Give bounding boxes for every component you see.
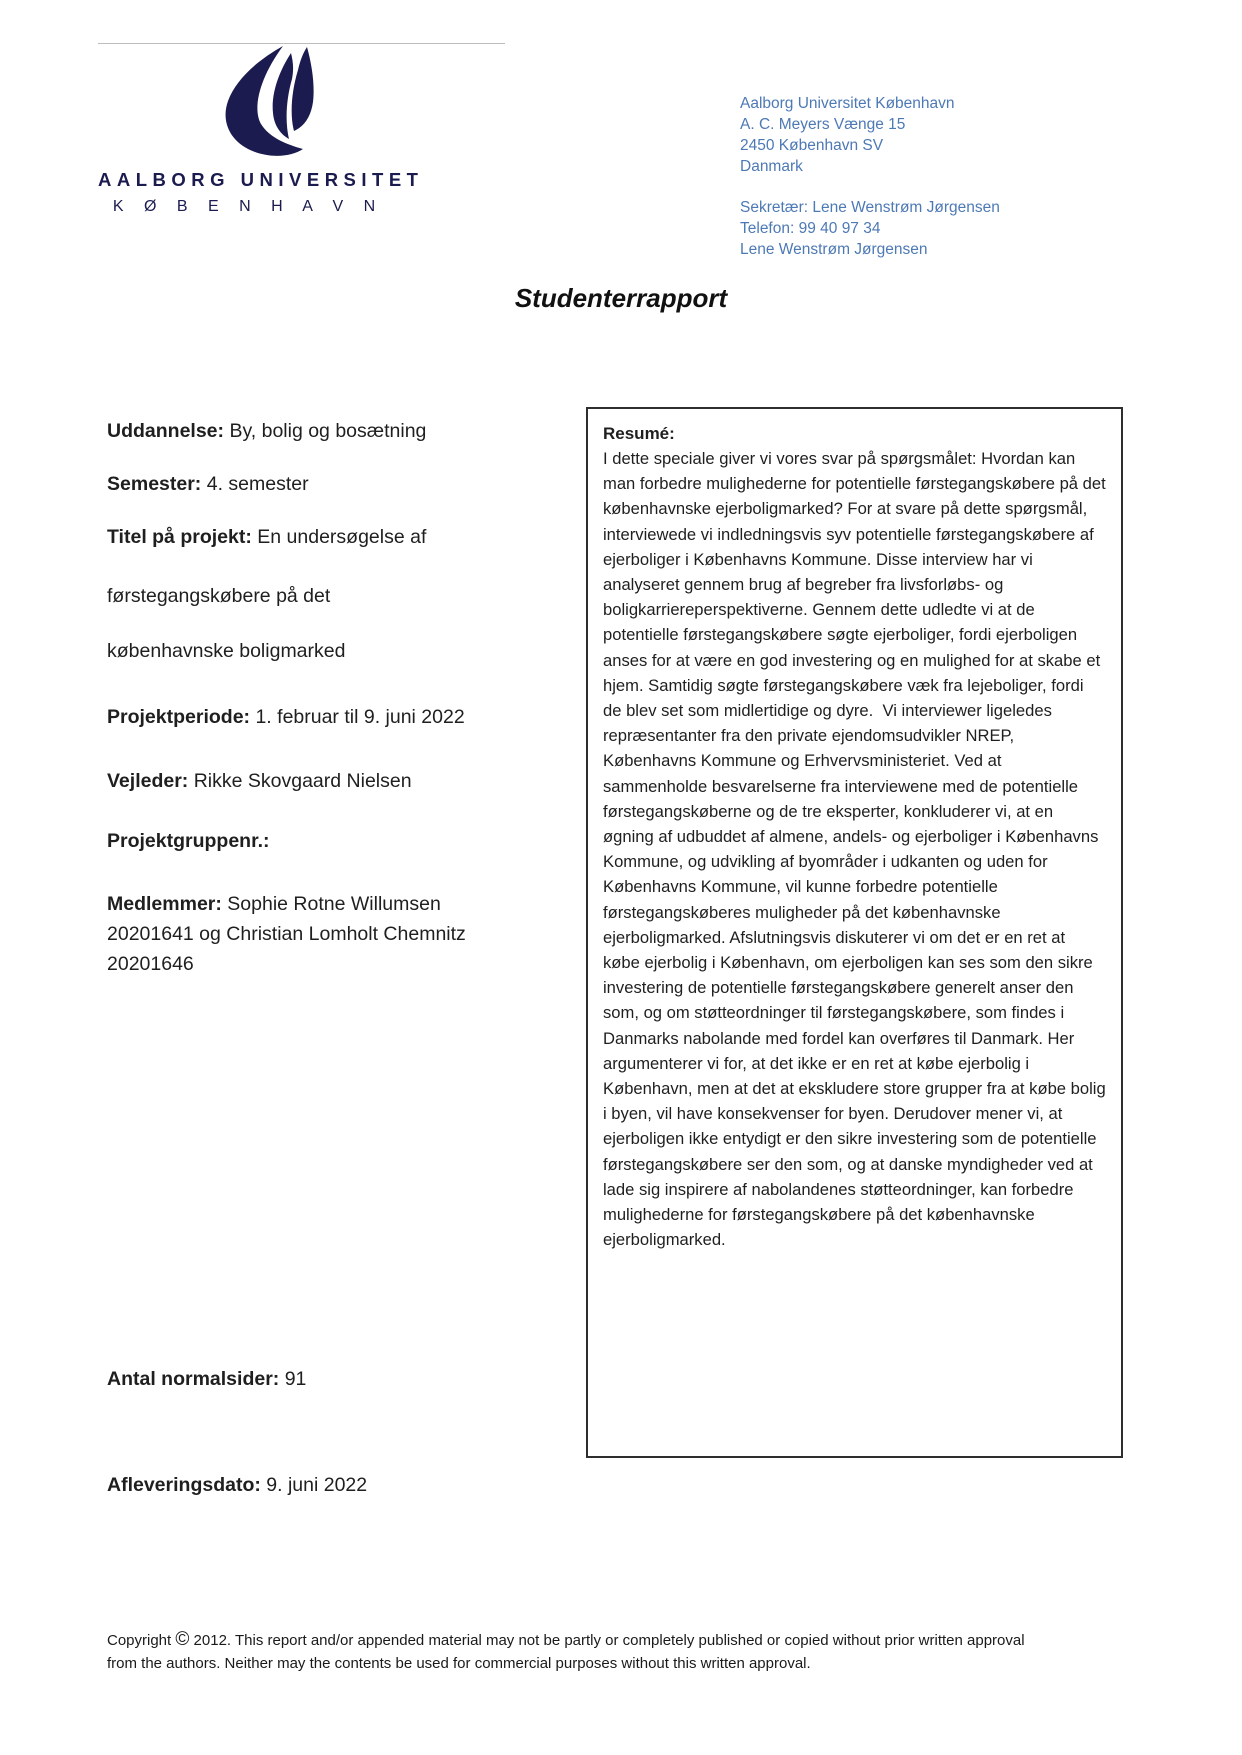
resume-body-text: I dette speciale giver vi vores svar på spørgsmålet: Hvordan kan man forbedre mulighederne for potentielle førstegangskøbere på det københavnske ejerboligmarked? For at svare på dette spørgsmål, interviewede vi indledningsvis syv potentielle førstegangskøbere af ejerboliger i Københavns Kommune. Disse interview har vi analyseret gennem brug af begreber fra livsforløbs- og boligkarriereperspektiverne. Gennem dette udledte vi at de potentielle førstegangskøbere søgte ejerboliger, fordi ejerboligen anses for at være en god investering og en mulighed for at skabe et hjem. Samtidig søgte førstegangskøbere væk fra lejeboliger, fordi de blev set som midlertidige og dyre. Vi interviewer ligeledes repræsentanter fra den private ejendomsudvikler NREP, Københavns Kommune og Erhvervsministeriet. Ved at sammenholde besvarelserne fra interviewene med de potentielle førstegangskøberne og de tre eksperter, konkluderer vi, at en øgning af udbuddet af almene, andels- og ejerboliger i Københavns Kommune, og udvikling af byområder i udkanten og uden for Københavns Kommune, vil kunne forbedre potentielle førstegangskøberes muligheder på det københavnske ejerboligmarked. Afslutningsvis diskuterer vi om det er en ret at købe ejerbolig i København, om ejerboligen kan ses som den sikre investering de potentielle førstegangskøbere generelt anser den som, og om støtteordninger til førstegangskøbere, som findes i Danmarks nabolande med fordel kan overføres til Danmark. Her argumenterer vi for, at det ikke er en ret at købe ejerbolig i København, men at det at ekskludere store grupper fra at købe bolig i byen, vil have konsekvenser for byen. Derudover mener vi, at ejerboligen ikke entydigt er den sikre investering som de potentielle førstegangskøbere ser den som, og at danske myndigheder ved at lade sig inspirere af nabolandenes støtteordninger, kan forbedre mulighederne for førstegangskøbere på det københavnske ejerboligmarked. bbox=[603, 449, 1111, 1250]
contact-name-line: Lene Wenstrøm Jørgensen bbox=[740, 241, 928, 258]
field-antal-normalsider bbox=[107, 1364, 567, 1394]
logo-city-name: K Ø B E N H A V N bbox=[112, 198, 384, 215]
aau-logo bbox=[98, 45, 424, 216]
field-semester bbox=[107, 469, 567, 499]
copyright-text: 2012. This report and/or appended material may not be partly or completely published or copied without prior written approval from the authors. Neither may the contents be used for commercial purposes without this written approval. bbox=[107, 1632, 1029, 1672]
field-vejleder bbox=[107, 766, 567, 796]
field-uddannelse bbox=[107, 416, 567, 446]
field-label: Titel på projekt: bbox=[107, 526, 252, 548]
field-label: Antal normalsider: bbox=[107, 1368, 280, 1390]
field-value: førstegangskøbere på det bbox=[107, 585, 331, 607]
phone-line: Telefon: 99 40 97 34 bbox=[740, 220, 881, 237]
field-projektgruppenr bbox=[107, 826, 567, 856]
university-address-block bbox=[740, 93, 1000, 260]
field-value: 91 bbox=[279, 1368, 307, 1390]
address-line: Aalborg Universitet København bbox=[740, 95, 955, 112]
field-label: Vejleder: bbox=[107, 770, 189, 792]
field-value: Sophie Rotne Willumsen 20201641 og Christian Lomholt Chemnitz 20201646 bbox=[107, 893, 472, 975]
field-value: By, bolig og bosætning bbox=[224, 420, 427, 442]
address-line: Danmark bbox=[740, 158, 803, 175]
field-value: 4. semester bbox=[201, 473, 309, 495]
field-label: Uddannelse: bbox=[107, 420, 225, 442]
address-line: A. C. Meyers Vænge 15 bbox=[740, 116, 906, 133]
resume-box bbox=[586, 407, 1123, 1458]
secretary-line: Sekretær: Lene Wenstrøm Jørgensen bbox=[740, 199, 1000, 216]
copyright-notice bbox=[107, 1628, 1052, 1675]
field-value: 1. februar til 9. juni 2022 bbox=[250, 706, 465, 728]
field-label: Afleveringsdato: bbox=[107, 1474, 261, 1496]
field-afleveringsdato bbox=[107, 1470, 567, 1500]
field-projekt-titel-cont2 bbox=[107, 636, 567, 666]
address-contact-group bbox=[740, 197, 1000, 260]
field-projekt-titel-cont bbox=[107, 581, 567, 611]
logo-university-name: AALBORG UNIVERSITET bbox=[98, 169, 424, 190]
field-label: Semester: bbox=[107, 473, 202, 495]
field-label: Medlemmer: bbox=[107, 893, 222, 915]
field-medlemmer bbox=[107, 889, 507, 979]
field-value: københavnske boligmarked bbox=[107, 640, 346, 662]
resume-heading: Resumé: bbox=[603, 424, 675, 443]
field-projektperiode bbox=[107, 702, 567, 732]
field-label: Projektperiode: bbox=[107, 706, 251, 728]
field-projekt-titel bbox=[107, 522, 567, 552]
field-value: En undersøgelse af bbox=[251, 526, 427, 548]
copyright-symbol: © bbox=[175, 1629, 190, 1650]
header-divider bbox=[98, 43, 505, 44]
copyright-word: Copyright bbox=[107, 1632, 176, 1649]
field-label: Projektgruppenr.: bbox=[107, 830, 270, 852]
field-value: Rikke Skovgaard Nielsen bbox=[188, 770, 412, 792]
document-title: Studenterrapport bbox=[514, 283, 728, 313]
aau-swoosh-icon bbox=[214, 45, 324, 160]
address-org-group bbox=[740, 93, 1000, 177]
field-value: 9. juni 2022 bbox=[260, 1474, 368, 1496]
address-line: 2450 København SV bbox=[740, 137, 884, 154]
